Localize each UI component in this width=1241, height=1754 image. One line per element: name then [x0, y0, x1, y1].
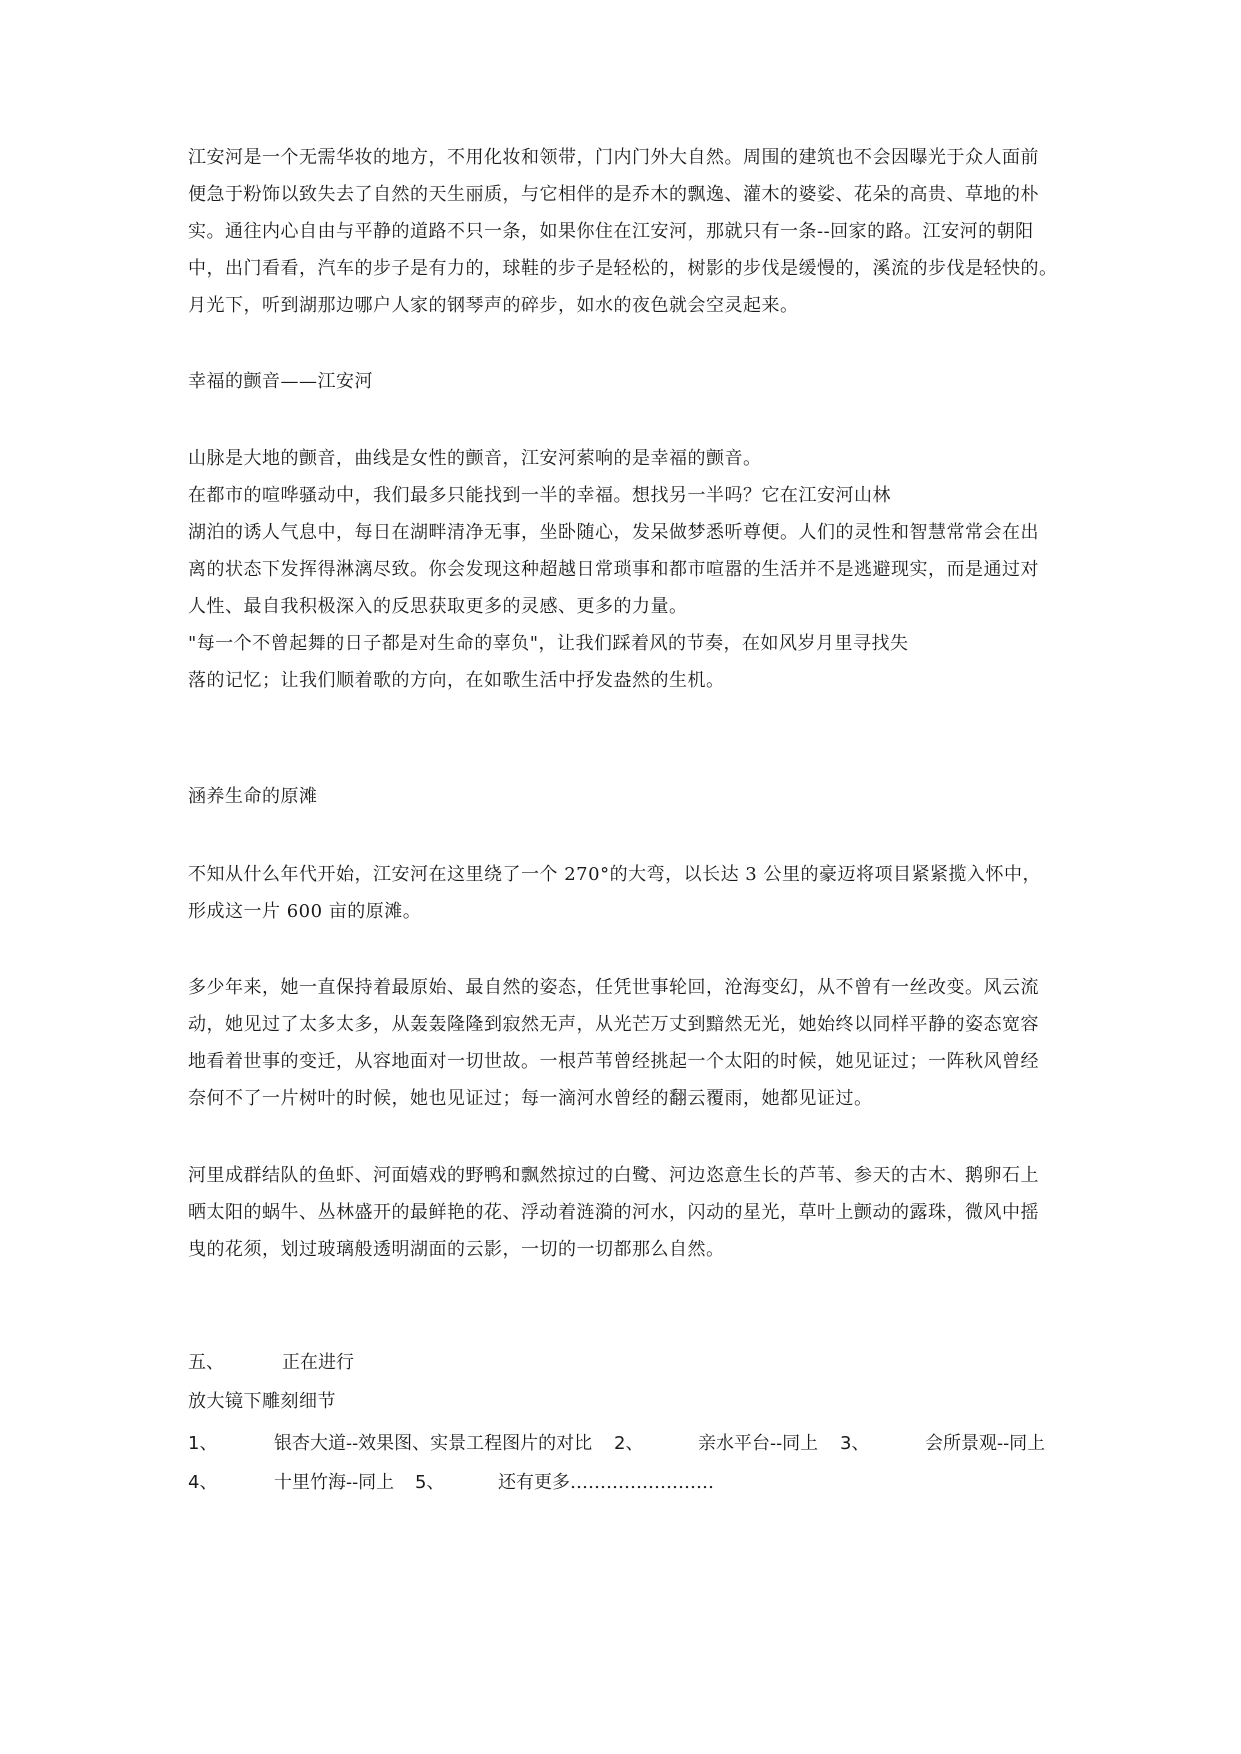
paragraph-line: "每一个不曾起舞的日子都是对生命的辜负"，让我们踩着风的节奏，在如风岁月里寻找失 [188, 633, 909, 654]
subsection-title: 放大镜下雕刻细节 [188, 1391, 336, 1412]
list-row [188, 1471, 1088, 1495]
paragraph-line: 实。通往内心自由与平静的道路不只一条，如果你住在江安河，那就只有一条--回家的路。江安河的朝阳 [188, 221, 1034, 242]
paragraph-line: 落的记忆；让我们顺着歌的方向，在如歌生活中抒发盎然的生机。 [188, 670, 725, 691]
section-title: 正在进行 [282, 1352, 354, 1373]
paragraph-line: 中，出门看看，汽车的步子是有力的，球鞋的步子是轻松的，树影的步伐是缓慢的，溪流的步伐是轻快的。 [188, 258, 1058, 279]
list-row [188, 1432, 1088, 1456]
paragraph-line: 江安河是一个无需华妆的地方，不用化妆和领带，门内门外大自然。周围的建筑也不会因曝光于众人面前 [188, 147, 1039, 168]
list-item: 亲水平台--同上 [698, 1433, 819, 1454]
paragraph-line: 多少年来，她一直保持着最原始、最自然的姿态，任凭世事轮回，沧海变幻，从不曾有一丝改变。风云流 [188, 977, 1039, 998]
paragraph-line: 曳的花须，划过玻璃般透明湖面的云影，一切的一切都那么自然。 [188, 1239, 725, 1260]
list-item-number: 1、 [188, 1433, 218, 1454]
list-item: 会所景观--同上 [925, 1433, 1046, 1454]
paragraph-line: 地看着世事的变迁，从容地面对一切世故。一根芦苇曾经挑起一个太阳的时候，她见证过；一阵秋风曾经 [188, 1051, 1039, 1072]
paragraph-line: 形成这一片 600 亩的原滩。 [188, 901, 422, 922]
paragraph-line: 人性、最自我积极深入的反思获取更多的灵感、更多的力量。 [188, 596, 688, 617]
list-item: 还有更多…………………… [498, 1472, 714, 1493]
list-item: 十里竹海--同上 [274, 1472, 395, 1493]
paragraph-line: 月光下，听到湖那边哪户人家的钢琴声的碎步，如水的夜色就会空灵起来。 [188, 295, 799, 316]
paragraph-line: 动，她见过了太多太多，从轰轰隆隆到寂然无声，从光芒万丈到黯然无光，她始终以同样平静的姿态宽容 [188, 1014, 1039, 1035]
list-item: 银杏大道--效果图、实景工程图片的对比 [274, 1433, 593, 1454]
paragraph-line: 便急于粉饰以致失去了自然的天生丽质，与它相伴的是乔木的飘逸、灌木的婆娑、花朵的高贵、草地的朴 [188, 184, 1039, 205]
list-item-number: 5、 [415, 1472, 445, 1493]
list-item-number: 2、 [614, 1433, 644, 1454]
paragraph-line: 奈何不了一片树叶的时候，她也见证过；每一滴河水曾经的翻云覆雨，她都见证过。 [188, 1088, 873, 1109]
paragraph-line: 河里成群结队的鱼虾、河面嬉戏的野鸭和飘然掠过的白鹭、河边恣意生长的芦苇、参天的古木、鹅卵石上 [188, 1165, 1039, 1186]
paragraph-line: 不知从什么年代开始，江安河在这里绕了一个 270°的大弯，以长达 3 公里的豪迈将项目紧紧揽入怀中， [188, 864, 1041, 885]
paragraph-line: 山脉是大地的颤音，曲线是女性的颤音，江安河萦响的是幸福的颤音。 [188, 448, 762, 469]
paragraph-line: 晒太阳的蜗牛、丛林盛开的最鲜艳的花、浮动着涟漪的河水，闪动的星光，草叶上颤动的露珠，微风中摇 [188, 1202, 1039, 1223]
section-heading: 幸福的颤音——江安河 [188, 371, 373, 392]
paragraph-line: 离的状态下发挥得淋漓尽致。你会发现这种超越日常琐事和都市喧嚣的生活并不是逃避现实，而是通过对 [188, 559, 1039, 580]
list-item-number: 3、 [840, 1433, 870, 1454]
paragraph-line: 湖泊的诱人气息中，每日在湖畔清净无事，坐卧随心，发呆做梦悉听尊便。人们的灵性和智慧常常会在出 [188, 522, 1039, 543]
paragraph-line: 在都市的喧哗骚动中，我们最多只能找到一半的幸福。想找另一半吗？它在江安河山林 [188, 485, 891, 506]
section-heading: 涵养生命的原滩 [188, 786, 318, 807]
list-item-number: 4、 [188, 1472, 218, 1493]
section-title-row [188, 1351, 1088, 1375]
section-number: 五、 [188, 1352, 224, 1373]
